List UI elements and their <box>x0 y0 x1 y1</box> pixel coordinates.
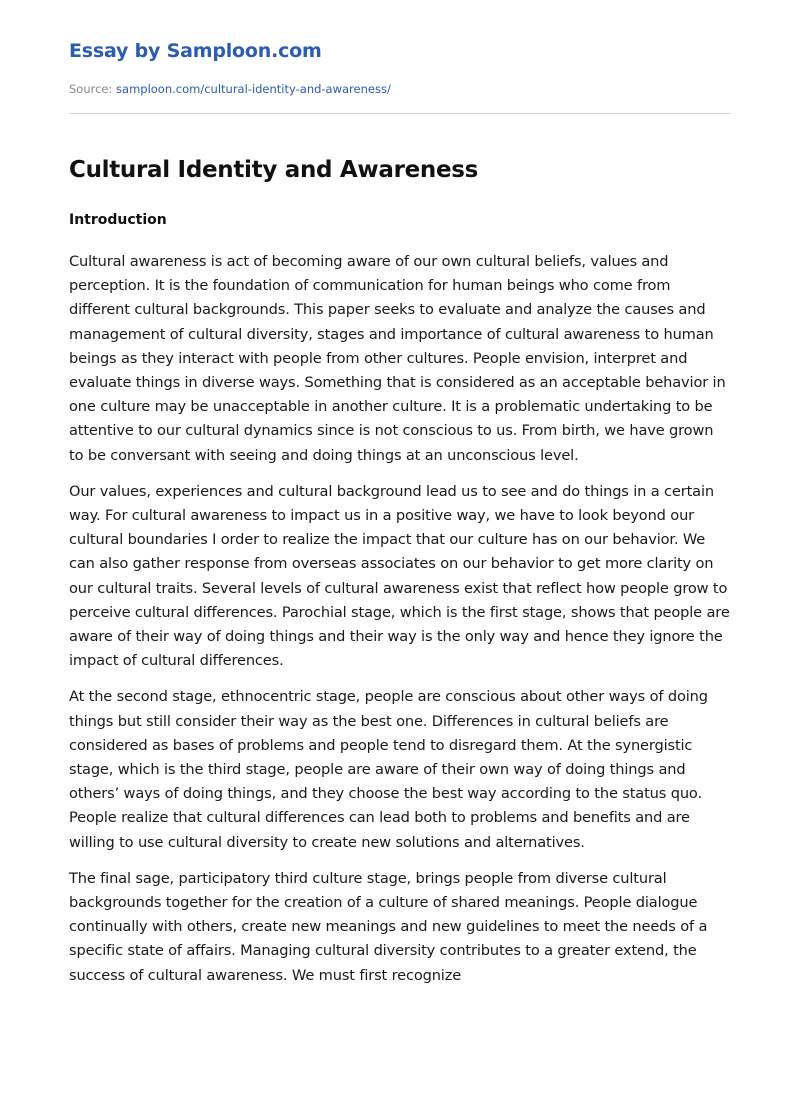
source-line <box>69 82 391 96</box>
paragraph: At the second stage, ethnocentric stage, people are conscious about other ways of doing things but still consider their way as the best one. Differences in cultural beliefs are considered as bases of problems and people tend to disregard them. At the synergistic stage, which is the third stage, people are aware of their own way of doing things and others’ ways of doing things, and they choose the best way according to the status quo. People realize that cultural differences can lead both to problems and benefits and are willing to use cultural diversity to create new solutions and alternatives. <box>69 688 708 851</box>
paragraph: Our values, experiences and cultural background lead us to see and do things in a certain way. For cultural awareness to impact us in a positive way, we have to look beyond our cultural boundaries I order to realize the impact that our culture has on our behavior. We can also gather response from overseas associates on our behavior to get more clarity on our cultural traits. Several levels of cultural awareness exist that reflect how people grow to perceive cultural differences. Parochial stage, which is the first stage, shows that people are aware of their way of doing things and their way is the only way and hence they ignore the impact of cultural differences. <box>69 482 730 670</box>
page-title: Cultural Identity and Awareness <box>69 157 479 183</box>
paragraph: Cultural awareness is act of becoming aware of our own cultural beliefs, values and perception. It is the foundation of communication for human beings who come from different cultural backgrounds. This paper seeks to evaluate and analyze the causes and management of cultural diversity, stages and importance of cultural awareness to human beings as they interact with people from other cultures. People envision, interpret and evaluate things in diverse ways. Something that is considered as an acceptable behavior in one culture may be unacceptable in another culture. It is a problematic undertaking to be attentive to our cultural dynamics since is not conscious to us. From birth, we have grown to be conversant with seeing and doing things at an unconscious level. <box>69 253 726 464</box>
source-label: Source: <box>69 82 113 96</box>
article-body <box>69 250 731 1000</box>
paragraph: The final sage, participatory third culture stage, brings people from diverse cultural backgrounds together for the creation of a culture of shared meanings. People dialogue continually with others, create new meanings and new guidelines to meet the needs of a specific state of affairs. Managing cultural diversity contributes to a greater extend, the success of cultural awareness. We must first recognize <box>69 869 708 984</box>
section-heading-introduction: Introduction <box>69 212 167 228</box>
source-link[interactable]: samploon.com/cultural-identity-and-awareness/ <box>116 82 391 96</box>
header-divider <box>69 113 731 114</box>
site-brand[interactable]: Essay by Samploon.com <box>69 40 322 62</box>
